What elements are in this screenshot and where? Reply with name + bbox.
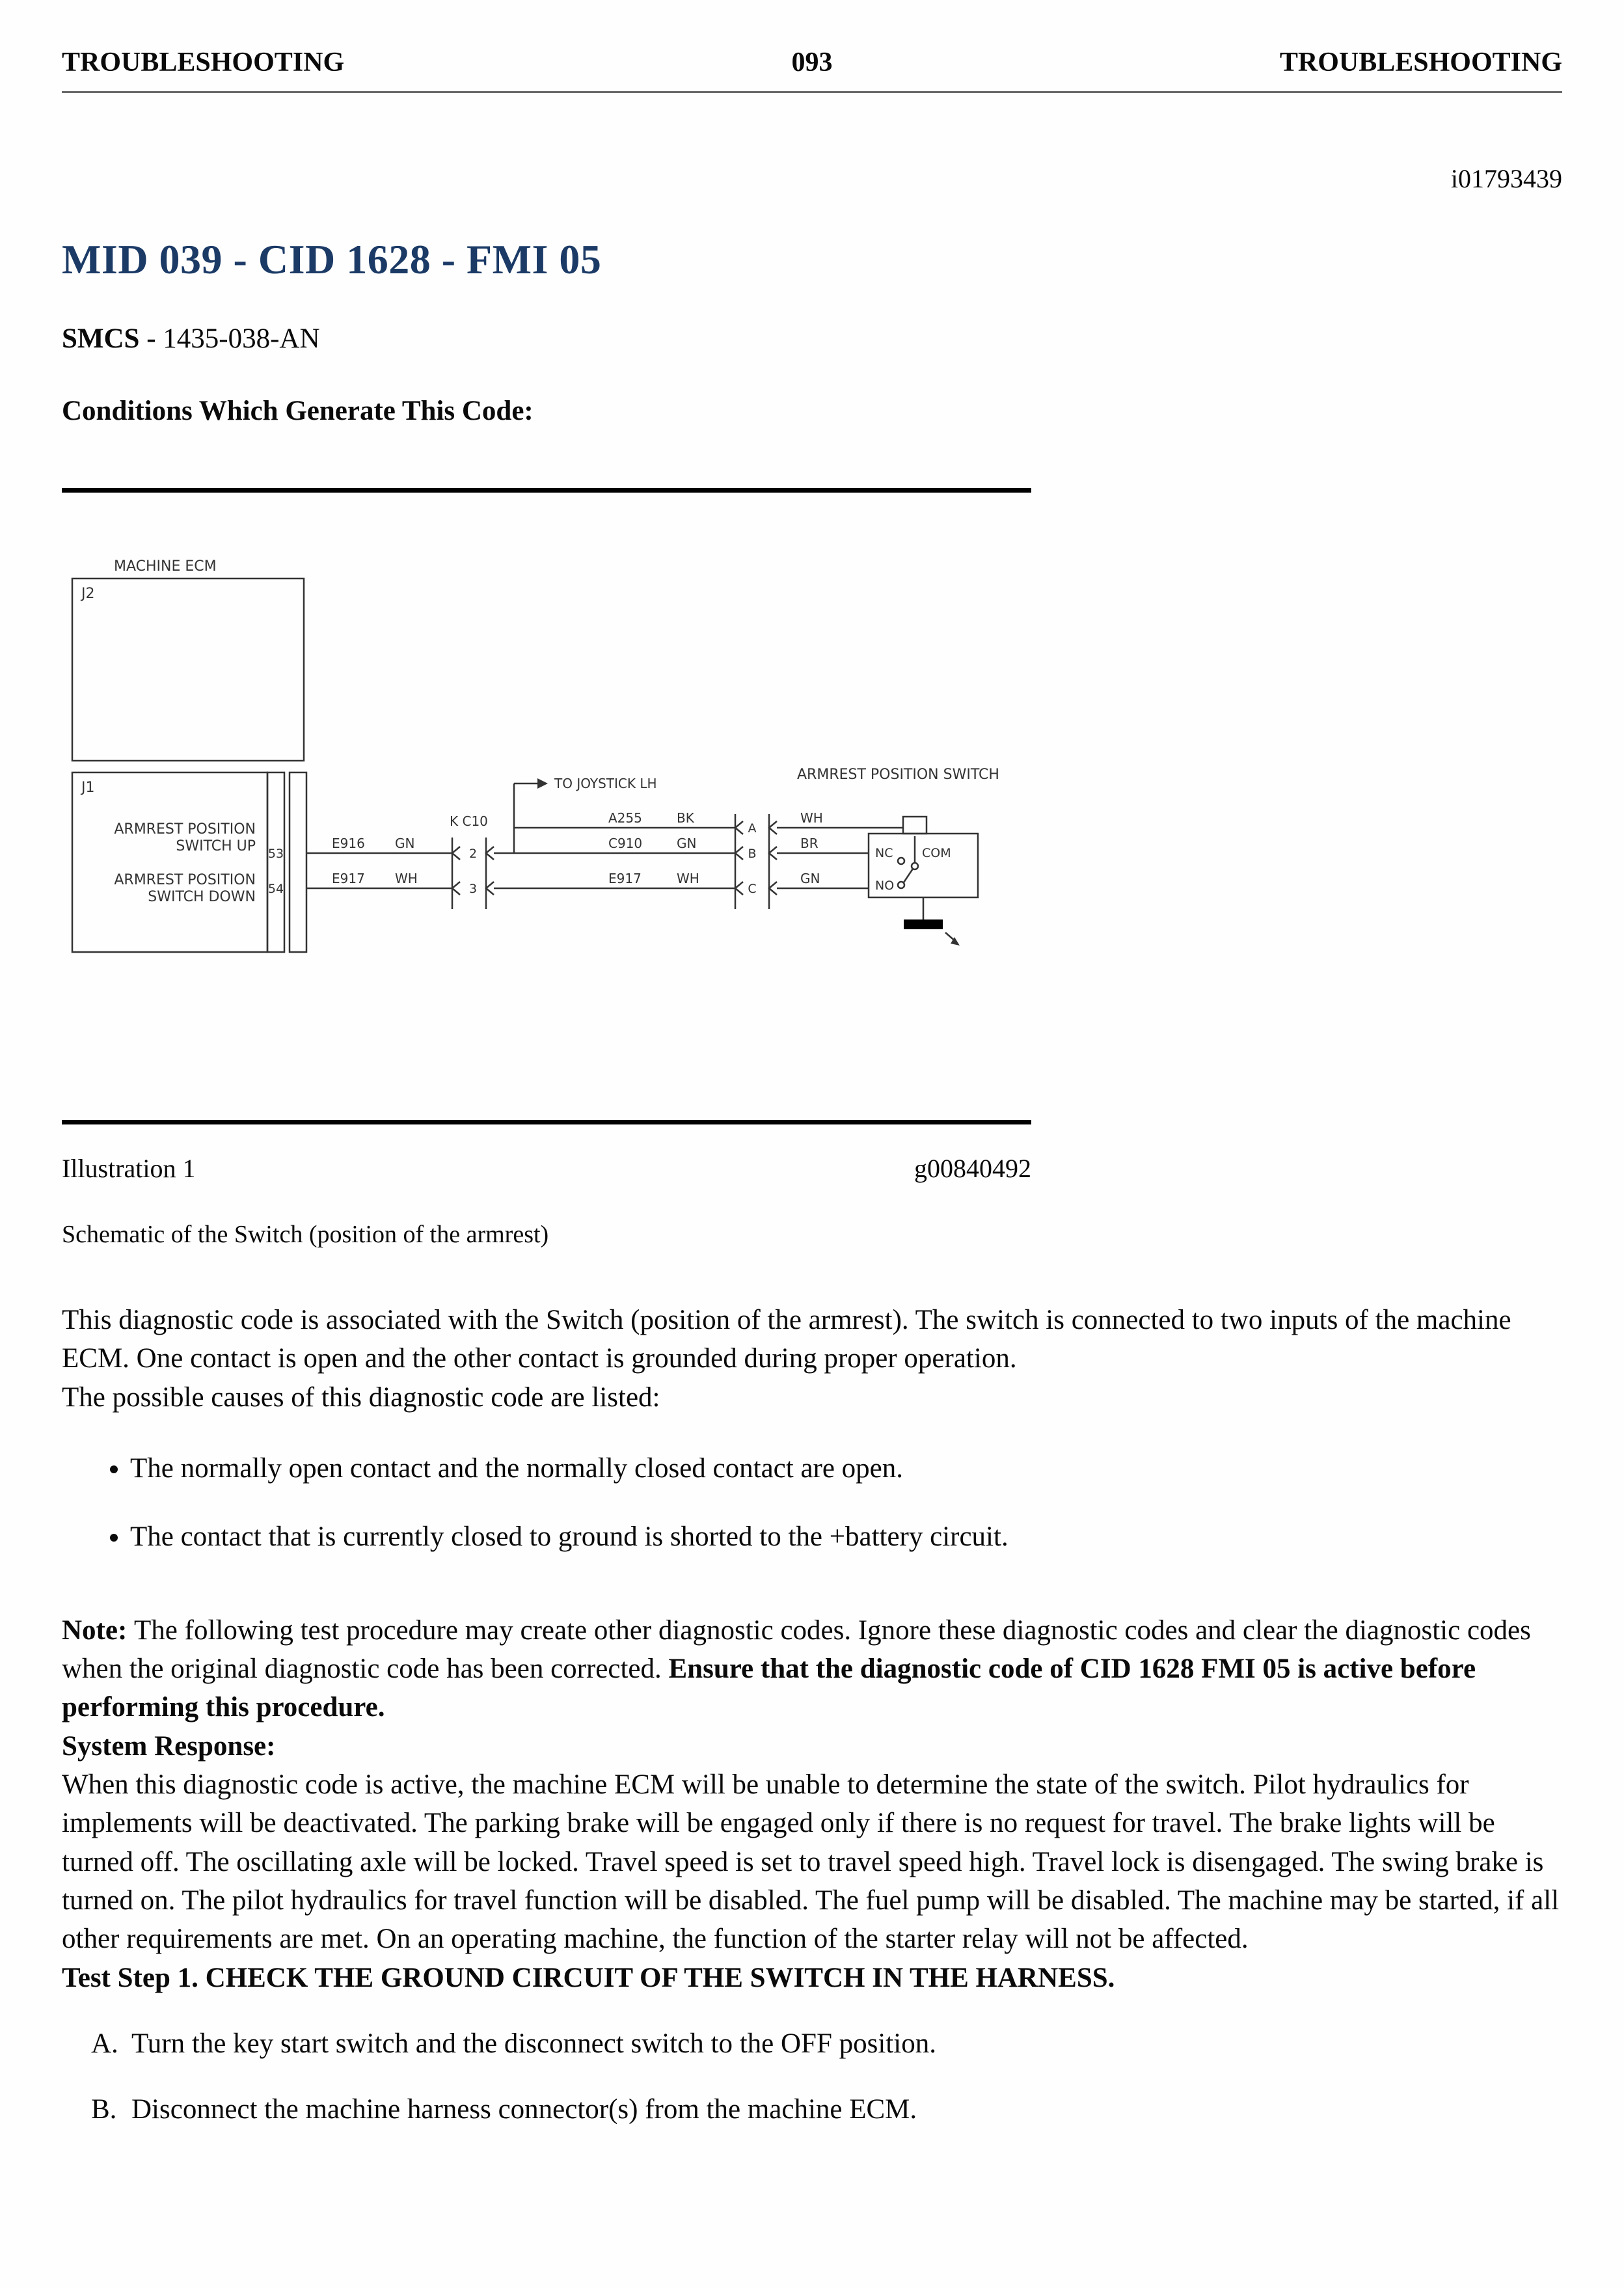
ecm-connector-bar-1 [267, 772, 284, 952]
wire-a255-color-label: BK [677, 810, 694, 826]
illustration-block [62, 488, 1031, 1249]
note-label: Note: [62, 1614, 135, 1646]
step-label: B. [91, 2094, 117, 2125]
input-up-label-2: SWITCH UP [176, 838, 256, 854]
pin-b-label: B [748, 847, 757, 861]
pin-a-label: A [748, 821, 757, 836]
switch-title-label: ARMREST POSITION SWITCH [797, 767, 999, 783]
input-down-label-1: ARMREST POSITION [114, 872, 256, 888]
connector-kc10-label: K C10 [450, 813, 488, 829]
test-step-heading-row [62, 1959, 1562, 1997]
armrest-switch-symbol [869, 817, 978, 919]
terminal-com-label: COM [922, 846, 951, 860]
conditions-heading: Conditions Which Generate This Code: [62, 396, 534, 426]
step-row-b [62, 2090, 1562, 2129]
note-and-response-block [62, 1611, 1562, 1997]
step-row-a [62, 2024, 1562, 2063]
wire-c910-label: C910 [608, 836, 643, 851]
intro-paragraph-1: This diagnostic code is associated with the Switch (position of the armrest). The switch is connected to two inputs of the machine ECM. One contact is open and the other contact is grounded during proper operation. [62, 1305, 1511, 1374]
joystick-note-label: TO JOYSTICK LH [554, 776, 657, 791]
connector-j2-label: J2 [81, 586, 95, 602]
step-text: Disconnect the machine harness connector(s) from the machine ECM. [131, 2094, 917, 2125]
illustration-top-rule [62, 488, 1031, 493]
header-left: TROUBLESHOOTING [62, 48, 345, 77]
wire-c910-color-label: GN [677, 836, 697, 851]
armrest-switch-schematic [62, 555, 1031, 965]
ground-bar [904, 919, 943, 929]
color-br-label: BR [800, 836, 819, 851]
page-title: MID 039 - CID 1628 - FMI 05 [62, 236, 602, 282]
page-header [62, 47, 1562, 93]
joystick-arrowhead [537, 778, 548, 789]
terminal-nc-label: NC [875, 846, 893, 860]
ecm-title-label: MACHINE ECM [114, 558, 217, 575]
doc-code: i01793439 [1450, 164, 1562, 193]
pin-c-label: C [748, 882, 757, 896]
header-right: TROUBLESHOOTING [1279, 48, 1562, 77]
illustration-bottom-rule [62, 1120, 1031, 1124]
system-response-heading-row [62, 1727, 1562, 1765]
color-wh-label: WH [800, 810, 823, 826]
illustration-description: Schematic of the Switch (position of the armrest) [62, 1221, 549, 1248]
system-response-text: When this diagnostic code is active, the machine ECM will be unable to determine the state of the switch. Pilot hydraulics for implements will be deactivated. The parking brake will be engaged only if there is no request for travel. The brake lights will be turned off. The oscillating axle will be locked. Travel speed is set to travel speed high. Travel lock is disengaged. The swing brake is turned on. The pilot hydraulics for travel function will be disabled. The fuel pump will be disabled. The machine may be started, if all other requirements are met. On an operating machine, the function of the starter relay will not be affected. [62, 1769, 1560, 1955]
smcs-line [62, 323, 1562, 355]
test-step-heading: Test Step 1. CHECK THE GROUND CIRCUIT OF THE SWITCH IN THE HARNESS. [62, 1962, 1115, 1993]
pin-54-label: 54 [267, 882, 284, 896]
wire-e917-right-label: E917 [608, 871, 642, 886]
input-down-label-2: SWITCH DOWN [148, 889, 256, 905]
pin-3-label: 3 [468, 882, 478, 896]
intro-paragraph-2: The possible causes of this diagnostic code are listed: [62, 1382, 660, 1413]
wire-e917-left-color-label: WH [395, 871, 418, 886]
wire-e917-left-label: E917 [332, 871, 365, 886]
illustration-caption: Illustration 1 [62, 1154, 196, 1183]
note-bold-text: Ensure that the diagnostic code of CID 1628 FMI 05 is active before performing this procedure. [62, 1653, 1476, 1723]
bullet-item: • The normally open contact and the normally closed contact are open. [130, 1449, 1562, 1488]
ecm-j1-box [72, 772, 267, 952]
wire-e916-color-label: GN [395, 836, 415, 851]
color-gn-label: GN [800, 871, 820, 886]
connector-j1-label: J1 [81, 780, 95, 796]
intro-paragraphs [62, 1301, 1562, 1417]
ecm-connector-bar-2 [290, 772, 306, 952]
wire-a255-label: A255 [608, 810, 642, 826]
step-text: Turn the key start switch and the disconnect switch to the OFF position. [131, 2028, 936, 2059]
note-paragraph [62, 1611, 1562, 1727]
figure-id: g00840492 [914, 1154, 1031, 1183]
smcs-value: 1435-038-AN [156, 323, 320, 354]
pin-53-label: 53 [267, 847, 284, 861]
bullet-item: • The contact that is currently closed to ground is shorted to the +battery circuit. [130, 1518, 1562, 1556]
note-text: The following test procedure may create other diagnostic codes. Ignore these diagnostic codes and clear the diagnostic codes when the original diagnostic code has been corrected. [62, 1614, 1531, 1684]
ecm-j2-box [72, 579, 304, 761]
smcs-label: SMCS - [62, 323, 156, 354]
cause-bullet-list [62, 1449, 1562, 1557]
illustration-caption-row [62, 1153, 1031, 1184]
test-steps [62, 2024, 1562, 2129]
input-up-label-1: ARMREST POSITION [114, 821, 256, 838]
page-number: 093 [791, 48, 833, 77]
terminal-no-label: NO [875, 878, 895, 893]
step-label: A. [91, 2028, 118, 2059]
system-response-heading: System Response: [62, 1730, 276, 1762]
wire-e917-right-color-label: WH [677, 871, 699, 886]
pin-2-label: 2 [468, 847, 478, 861]
wire-e916-label: E916 [332, 836, 365, 851]
